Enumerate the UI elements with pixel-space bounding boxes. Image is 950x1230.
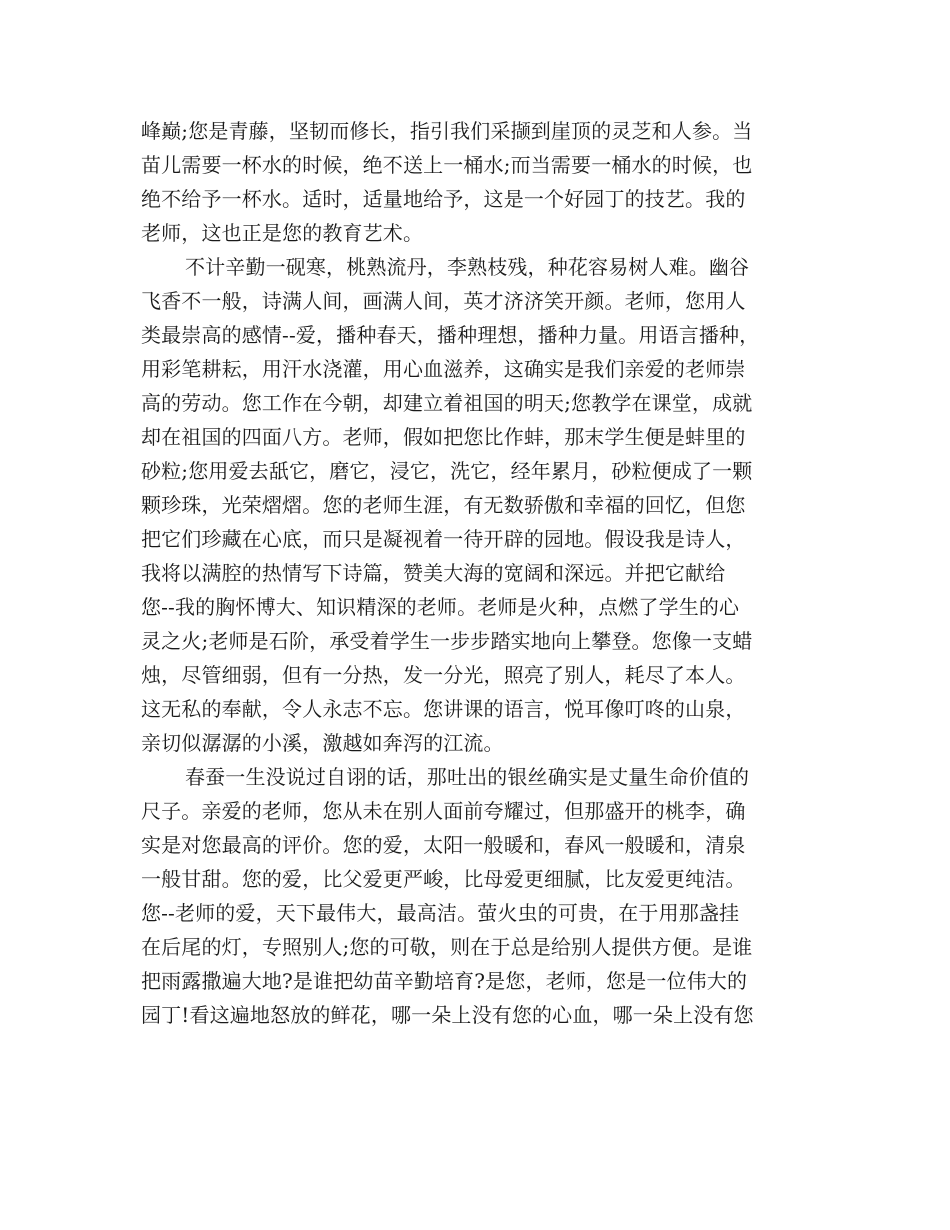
text-line: 飞香不一般，诗满人间，画满人间，英才济济笑开颜。老师，您用人 [141,289,746,313]
text-line: 灵之火;老师是石阶，承受着学生一步步踏实地向上攀登。您像一支蜡 [141,629,753,653]
text-line: 用彩笔耕耘，用汗水浇灌，用心血滋养，这确实是我们亲爱的老师崇 [141,357,746,381]
text-line: 在后尾的灯，专照别人;您的可敬，则在于总是给别人提供方便。是谁 [141,935,753,959]
text-line: 实是对您最高的评价。您的爱，太阳一般暖和，春风一般暖和，清泉 [141,833,746,857]
text-line: 峰巅;您是青藤，坚韧而修长，指引我们采撷到崖顶的灵芝和人参。当 [141,119,753,143]
text-line: 类最崇高的感情--爱，播种春天，播种理想，播种力量。用语言播种， [141,323,760,347]
text-line: 亲切似潺潺的小溪，激越如奔泻的江流。 [141,731,504,755]
text-line: 烛，尽管细弱，但有一分热，发一分光，照亮了别人，耗尽了本人。 [141,663,746,687]
text-line: 园丁!看这遍地怒放的鲜花，哪一朵上没有您的心血，哪一朵上没有您 [141,1003,754,1027]
text-line: 春蚕一生没说过自诩的话，那吐出的银丝确实是丈量生命价值的 [185,765,750,789]
text-line: 高的劳动。您工作在今朝，却建立着祖国的明天;您教学在课堂，成就 [141,391,753,415]
text-line: 尺子。亲爱的老师，您从未在别人面前夸耀过，但那盛开的桃李，确 [141,799,746,823]
text-line: 砂粒;您用爱去舐它，磨它，浸它，洗它，经年累月，砂粒便成了一颗 [141,459,753,483]
text-line: 把雨露撒遍大地?是谁把幼苗辛勤培育?是您，老师，您是一位伟大的 [141,969,748,993]
text-line: 这无私的奉献，令人永志不忘。您讲课的语言，悦耳像叮咚的山泉， [141,697,746,721]
text-line: 老师，这也正是您的教育艺术。 [141,221,424,245]
text-line: 您--老师的爱，天下最伟大，最高洁。萤火虫的可贵，在于用那盏挂 [141,901,740,925]
document-body [141,114,821,1032]
text-line: 不计辛勤一砚寒，桃熟流丹，李熟枝残，种花容易树人难。幽谷 [185,255,750,279]
text-line: 绝不给予一杯水。适时，适量地给予，这是一个好园丁的技艺。我的 [141,187,746,211]
text-line: 我将以满腔的热情写下诗篇，赞美大海的宽阔和深远。并把它献给 [141,561,726,585]
text-line: 苗儿需要一杯水的时候，绝不送上一桶水;而当需要一桶水的时候，也 [141,153,753,177]
text-line: 颗珍珠，光荣熠熠。您的老师生涯，有无数骄傲和幸福的回忆，但您 [141,493,746,517]
text-line: 把它们珍藏在心底，而只是凝视着一待开辟的园地。假设我是诗人， [141,527,746,551]
text-line: 却在祖国的四面八方。老师，假如把您比作蚌，那末学生便是蚌里的 [141,425,746,449]
text-line: 一般甘甜。您的爱，比父爱更严峻，比母爱更细腻，比友爱更纯洁。 [141,867,746,891]
text-line: 您--我的胸怀博大、知识精深的老师。老师是火种，点燃了学生的心 [141,595,740,619]
